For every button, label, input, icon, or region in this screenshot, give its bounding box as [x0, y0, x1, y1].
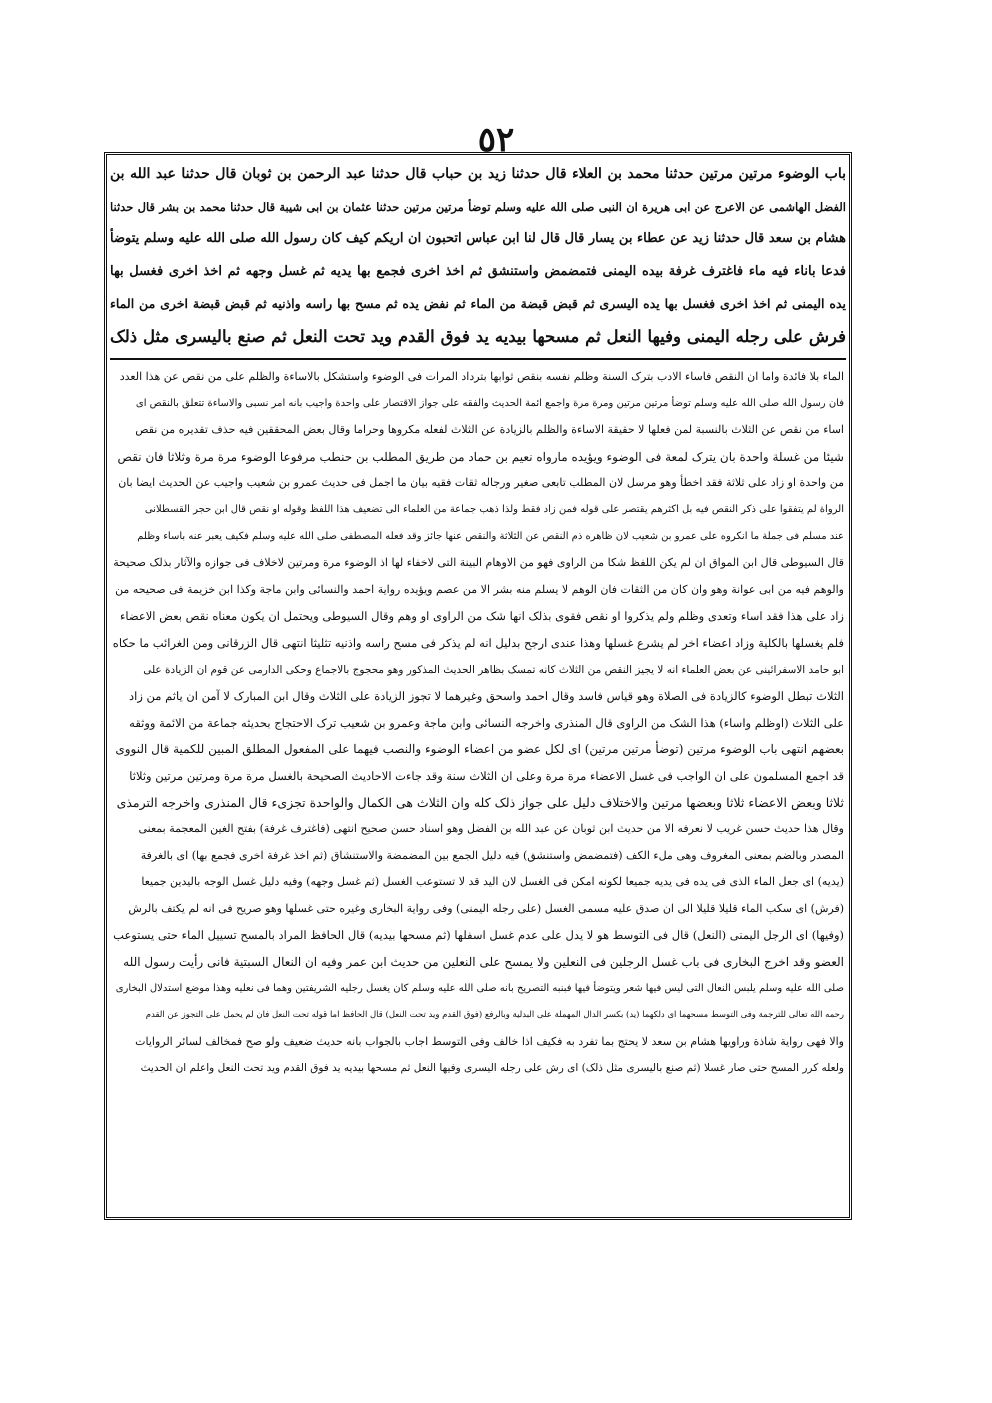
commentary-line: الثلاث تبطل الوضوء کالزیادة فی الصلاة وهو قیاس فاسد وقال احمد واسحق وغیرهما لا تجوز الزیادة علی الثلاث وقال ابن المبارک لا آمن ان یاثم من زاد [129, 689, 844, 704]
commentary-line: زاد علی هذا فقد اساء وتعدی وظلم ولم یذکروا او نقص فقوی بذلک انها شک من الراوی او وهم وقال السیوطی ویحتمل ان یکون معناه نقص بعض الاعضاء [120, 609, 844, 624]
commentary-line: (وفیها) ای الرجل الیمنی (النعل) قال فی التوسط هو لا یدل علی عدم غسل اسفلها (ثم مسحها بیدیه) قال الحافظ المراد بالمسح تسییل الماء حتی یستوعب [113, 928, 844, 943]
commentary-line: عند مسلم فی جملة ما انکروه علی عمرو بن شعیب لان ظاهره ذم النقص عن الثلاثة والنقص عنها جائز وقد فعله المصطفی صلی الله علیه وسلم فکیف یعبر عنه باساء وظلم [137, 530, 844, 542]
commentary-line: وقال هذا حدیث حسن غریب لا نعرفه الا من حدیث ابن ثوبان عن عبد الله بن الفضل وهو اسناد حسن صحیح انتهی (فاغترف غرفة) بفتح الغین المعجمة بمعنی [138, 822, 844, 836]
hadith-text [110, 158, 846, 356]
hadith-line: باب الوضوء مرتین مرتین حدثنا محمد بن العلاء قال حدثنا زید بن حباب قال حدثنا عبد الرحمن بن ثوبان قال حدثنا عبد الله بن [110, 166, 846, 182]
page-number: ٥٢ [477, 120, 515, 160]
hadith-line: فرش علی رجله الیمنی وفیها النعل ثم مسحها بیدیه ید فوق القدم وید تحت النعل ثم صنع بالیسری مثل ذلک [110, 326, 846, 346]
commentary-line: الماء بلا فائدة واما ان النقص فاساء الادب بترک السنة وظلم نفسه بنقص ثوابها بترداد المرات فی الوضوء واستشکل بالاساءة والظلم علی من نقص عن هذا العدد [119, 370, 844, 383]
hadith-line: الفضل الهاشمی عن الاعرج عن ابی هریرة ان النبی صلی الله علیه وسلم توضأ مرتین مرتین حدثنا عثمان بن ابی شیبة قال حدثنا محمد بن بشر قال حدثنا [110, 199, 846, 214]
hadith-line: یده الیمنی ثم اخذ اخری فغسل بها یده الیسری ثم قبض قبضة من الماء ثم نفض یده ثم مسح بها راسه واذنیه ثم قبض قبضة اخری من الماء [110, 296, 846, 311]
commentary-line: (یدیه) ای جعل الماء الذی فی یده فی یدیه جمیعا لکونه امکن فی الغسل لان الید قد لا تستوعب الغسل (ثم غسل وجهه) وفیه دلیل غسل الوجه بالیدین جمیعا [141, 875, 844, 889]
commentary-line: قال السیوطی قال ابن المواق ان لم یکن اللفظ شکا من الراوی فهو من الاوهام البینة التی لاخفاء لها اذ الوضوء مرة ومرتین لاخلاف فی جوازه والآثار بذلک صحیحة [113, 556, 844, 570]
commentary-line: فلم یغسلها بالکلیة وزاد اعضاء اخر لم یشرع غسلها وهذا عندی ارجح بدلیل انه لم یذکر فی مسح راسه واذنیه تثلیثا انتهی قال الزرقانی ومن الغرائب ما حکاه [112, 635, 844, 650]
commentary-line: والوهم فیه من ابی عوانة وهو وان کان من الثقات فان الوهم لا یسلم منه بشر الا من عصم ویؤیده روایة احمد والنسائی وابن ماجة وکذا ابن خزیمة فی صحیحه من [115, 582, 844, 596]
commentary-line: من واحدة او زاد علی ثلاثة فقد اخطأ وهو مرسل لان المطلب تابعی صغیر ورجاله ثقات فقیه بیان ما اجمل فی حدیث عمرو بن شعیب واجیب عن الحدیث ایضا بان [118, 476, 844, 490]
commentary-line: الرواة لم یتفقوا علی ذکر النقص فیه بل اکثرهم یقتصر علی قوله فمن زاد فقط ولذا ذهب جماعة من العلماء الی تضعیف هذا اللفظ وقوله او نقص قال ابن حجر القسطلانی [144, 503, 844, 515]
section-divider [110, 358, 846, 360]
commentary-line: المصدر وبالضم بمعنی المغروف وهی ملء الکف (فتمضمض واستنشق) فیه دلیل الجمع بین المضمضة والاستنشاق (ثم اخذ غرفة اخری فجمع بها) ای بالغرفة [140, 848, 844, 862]
commentary-line: بعضهم انتهی باب الوضوء مرتین (توضأ مرتین مرتین) ای لکل عضو من اعضاء الوضوء والنصب فیهما علی المفعول المطلق المبین للکمیة قال النووی [115, 742, 844, 757]
commentary-line: فان رسول الله صلی الله علیه وسلم توضأ مرتین مرتین ومرة مرة واجمع ائمة الحدیث والفقه علی جواز الاقتصار علی واحدة واجیب بانه امر نسبی والاساءة تتعلق بالنقص ای [135, 397, 844, 409]
commentary-line: (فرش) ای سکب الماء قلیلا قلیلا الی ان صدق علیه مسمی الغسل (علی رجله الیمنی) وفی روایة البخاری وغیره حتی غسلها وهو صریح فی انه لم یکتف بالرش [128, 901, 844, 915]
hadith-line: هشام بن سعد قال حدثنا زید عن عطاء بن یسار قال قال لنا ابن عباس اتحبون ان اریکم کیف کان رسول الله صلی الله علیه وسلم یتوضأ [110, 231, 846, 246]
commentary-text [112, 364, 844, 1216]
commentary-line: رحمه الله تعالی للترجمة وفی التوسط مسحهما ای دلکهما (ید) بکسر الدال المهملة علی البدلیة وبالرفع (فوق القدم وید تحت النعل) قال الحافظ اما قوله تحت النعل فان لم یحمل علی التجوز عن القدم [145, 1010, 844, 1021]
commentary-line: ثلاثا وبعض الاعضاء ثلاثا وبعضها مرتین والاختلاف دلیل علی جواز ذلک کله وان الثلاث هی الکمال والواحدة تجزیء قال المنذری واخرجه الترمذی [116, 794, 844, 810]
commentary-line: والا فهی روایة شاذة وراویها هشام بن سعد لا یحتج بما تفرد به فکیف اذا خالف وفی التوسط اجاب بالجواب بانه حدیث ضعیف ولو صح فمخالف لسائر الروایات [135, 1034, 844, 1048]
commentary-line: العضو وقد اخرج البخاری فی باب غسل الرجلین فی النعلین ولا یمسح علی النعلین من حدیث ابن عمر وفیه ان النعال السبتیة فانی رأیت رسول الله [123, 955, 844, 970]
commentary-line: شیئا من غسلة واحدة بان یترک لمعة فی الوضوء ویؤیده مارواه نعیم بن حماد من طریق المطلب بن حنطب مرفوعا الوضوء مرة مرة وثلاثا فان نقص [117, 449, 844, 464]
commentary-line: اساء من نقص عن الثلاث بالنسبة لمن فعلها لا حقیقة الاساءة والظلم بالزیادة عن الثلاث لفعله مکروها وحراما وقال بعض المحققین فیه حذف تقدیره من نقص [135, 423, 844, 437]
commentary-line: ولعله کرر المسح حتی صار غسلا (ثم صنع بالیسری مثل ذلک) ای رش علی رجله الیسری وفیها النعل ثم مسحها بیدیه ید فوق القدم وید تحت النعل واعلم ان الحدیث [140, 1062, 844, 1075]
commentary-line: ابو حامد الاسفرائینی عن بعض العلماء انه لا یجیز النقص من الثلاث کانه تمسک بظاهر الحدیث المذکور وهو محجوج بالاجماع وحکی الدارمی عن قوم ان الزیادة علی [143, 663, 844, 676]
commentary-line: علی الثلاث (اوظلم واساء) هذا الشک من الراوی قال المنذری واخرجه النسائی وابن ماجة وعمرو بن شعیب ترک الاحتجاج بحدیثه جماعة من الائمة ووثقه [129, 715, 844, 730]
hadith-line: فدعا باناء فیه ماء فاغترف غرفة بیده الیمنی فتمضمض واستنشق ثم اخذ اخری فجمع بها یدیه ثم غسل وجهه ثم اخذ اخری فغسل بها [110, 263, 846, 279]
commentary-line: قد اجمع المسلمون علی ان الواجب فی غسل الاعضاء مرة مرة وعلی ان الثلاث سنة وقد جاءت الاحادیث الصحیحة بالغسل مرة مرة ومرتین مرتین وثلاثا [129, 768, 844, 783]
commentary-line: صلی الله علیه وسلم یلبس النعال التی لیس فیها شعر ویتوضأ فیها فبنبه التصریح بانه صلی الله علیه وسلم کان یغسل رجلیه الشریفتین وهما فی نعلیه وهذا موضع استدلال البخاری [115, 982, 844, 994]
